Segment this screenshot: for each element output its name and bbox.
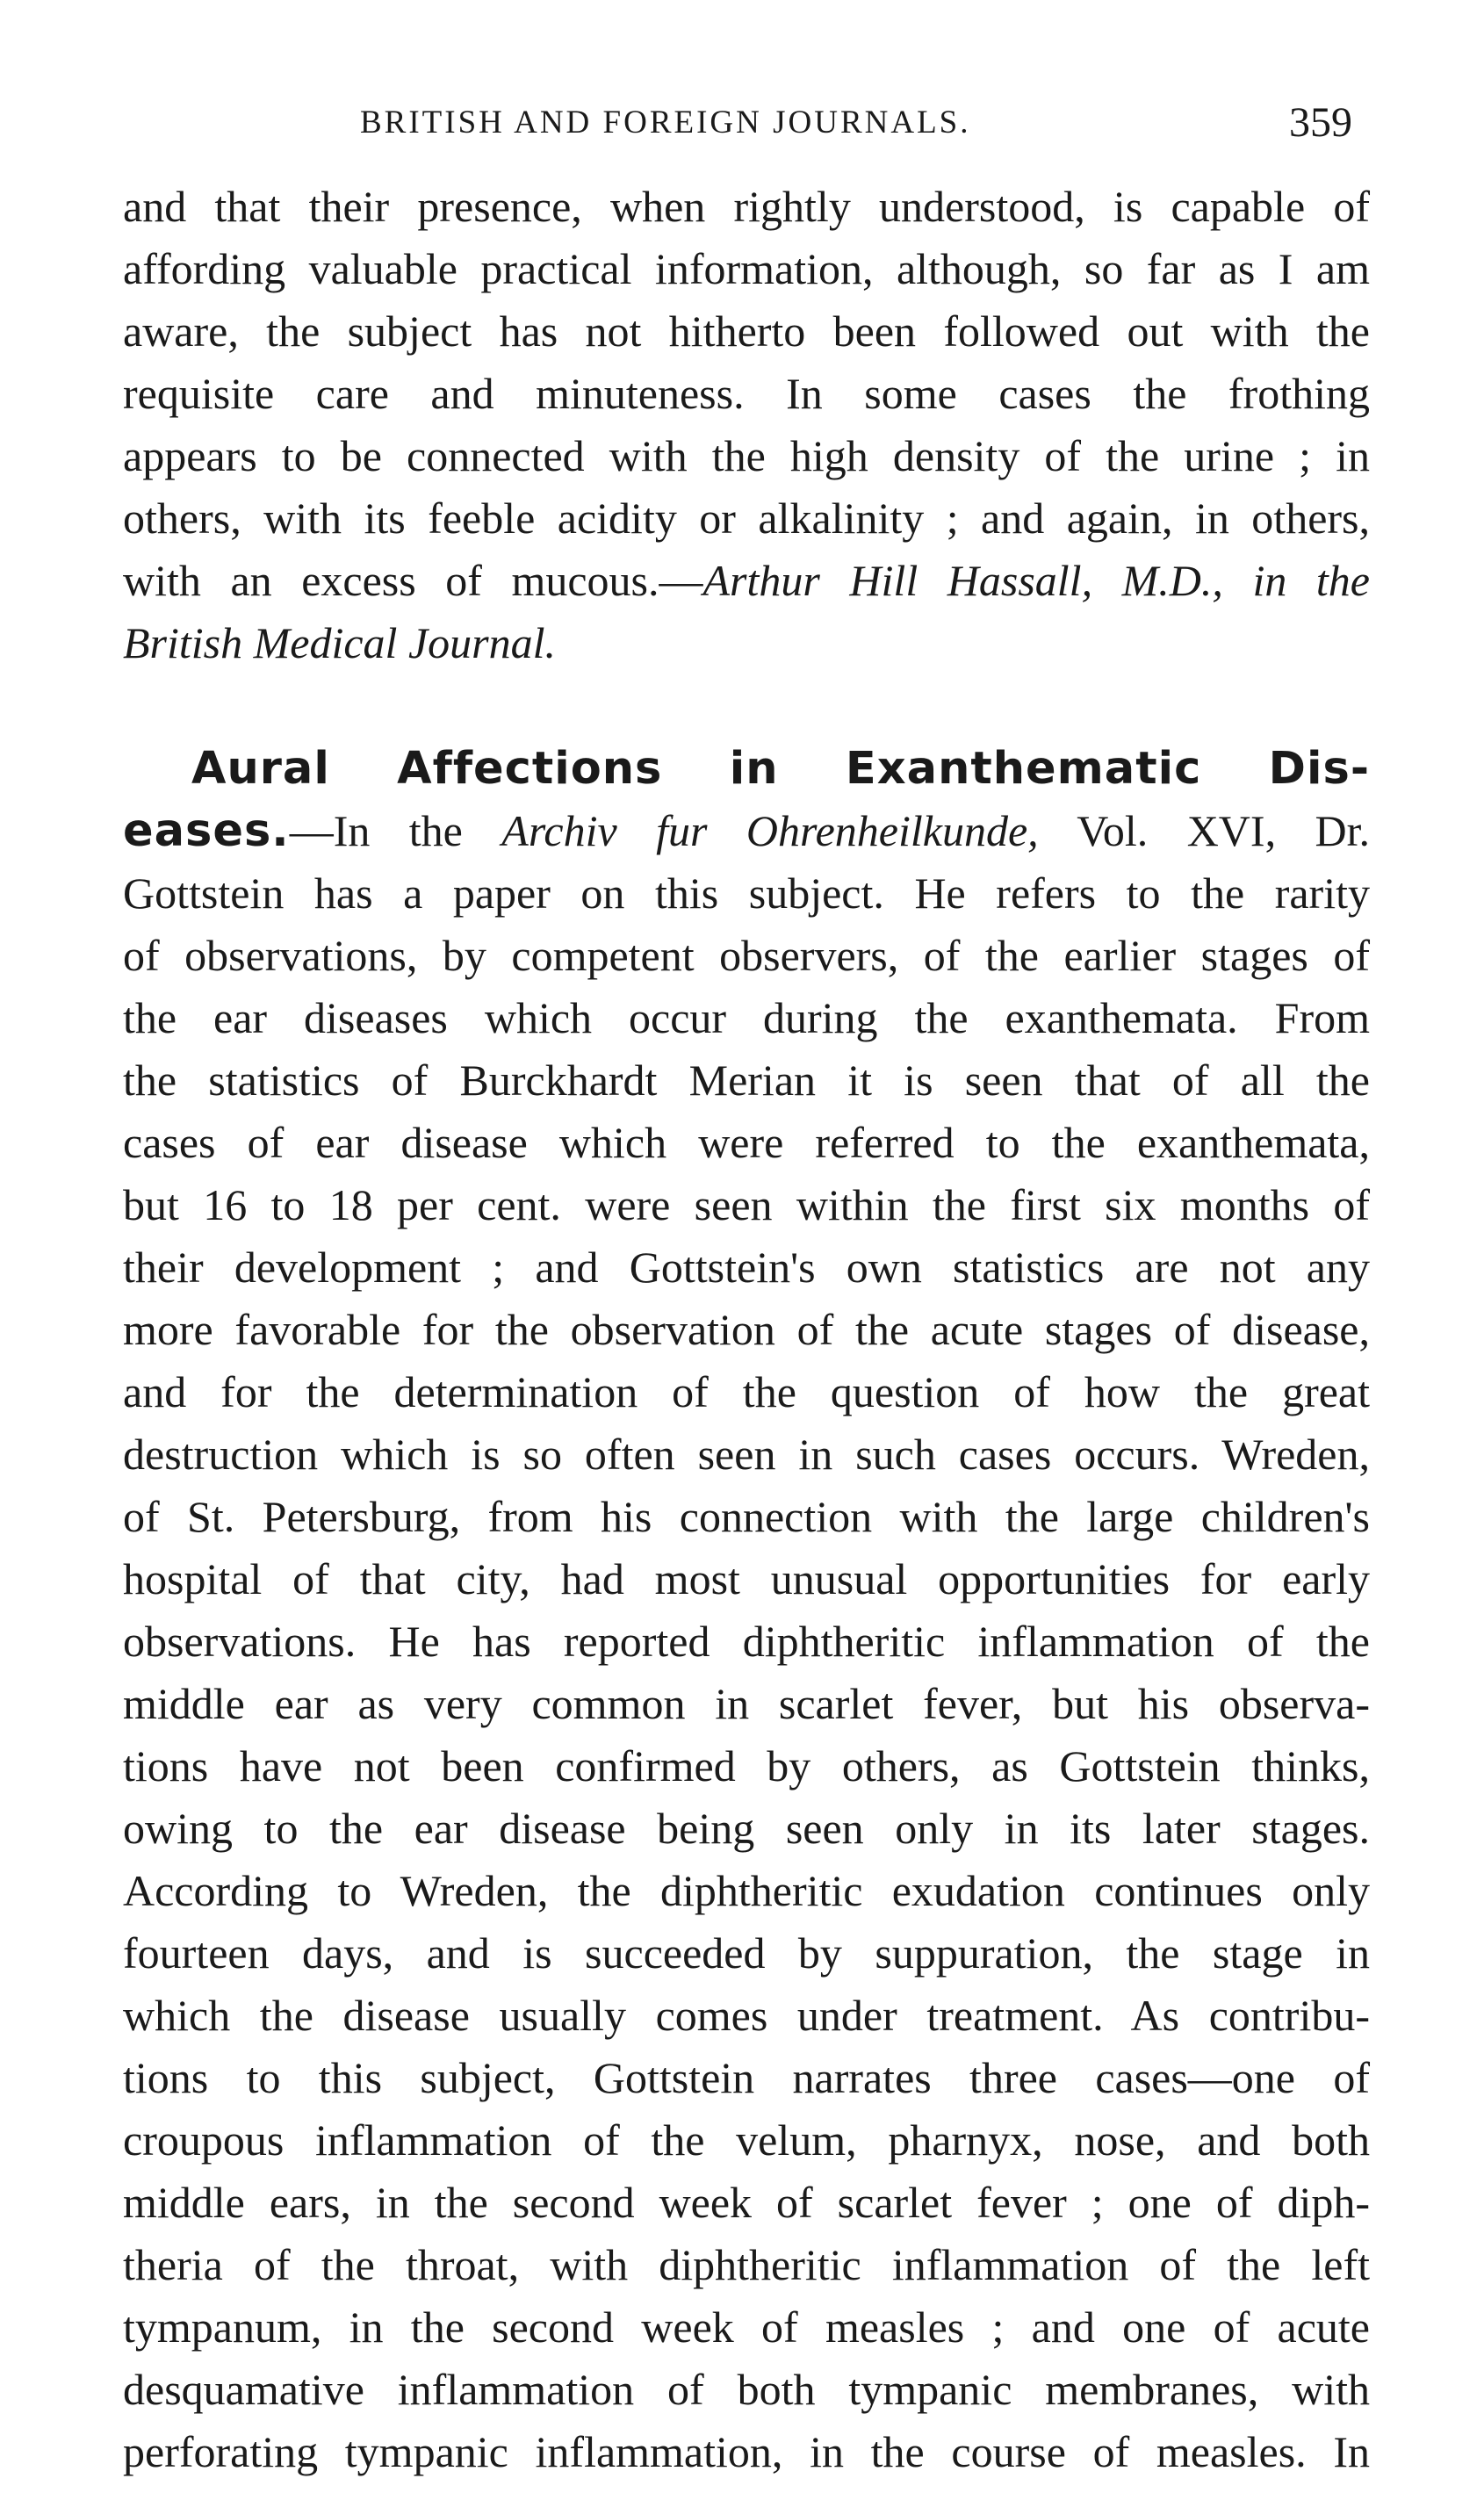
text-line: the statistics of Burckhardt Merian it is seen that of all the [123, 1056, 1370, 1105]
text-line: appears to be connected with the high density of the urine ; in [123, 431, 1370, 480]
text-line: but 16 to 18 per cent. were seen within the first six months of [123, 1180, 1370, 1229]
text-span: —In the [289, 806, 502, 855]
citation-author: Arthur Hill Hassall, M.D., in the [702, 556, 1370, 605]
text-line: tions have not been confirmed by others, as Gottstein thinks, [123, 1741, 1370, 1790]
article-heading [123, 738, 1370, 800]
text-line: affording valuable practical information, although, so far as I am [123, 244, 1370, 293]
running-title: BRITISH AND FOREIGN JOURNALS. [360, 104, 971, 141]
text-line: middle ears, in the second week of scarlet fever ; one of diph- [123, 2178, 1370, 2227]
text-span: Vol. XVI, Dr. [1038, 806, 1370, 855]
text-line: more favorable for the observation of the acute stages of disease, [123, 1305, 1370, 1354]
text-column [123, 176, 1370, 2483]
text-line: of St. Petersburg, from his connection with the large children's [123, 1492, 1370, 1541]
text-line: owing to the ear disease being seen only in its later stages. [123, 1804, 1370, 1853]
text-line: and that their presence, when rightly understood, is capable of [123, 182, 1370, 231]
text-span: with an excess of mucous.— [123, 556, 703, 605]
text-line: tions to this subject, Gottstein narrates three cases—one of [123, 2053, 1370, 2102]
text-line: their development ; and Gottstein's own statistics are not any [123, 1243, 1370, 1292]
text-line: observations. He has reported diphtheritic inflammation of the [123, 1617, 1370, 1666]
text-line: hospital of that city, had most unusual opportunities for early [123, 1554, 1370, 1603]
citation-journal: British Medical Journal. [123, 618, 556, 667]
text-line: Gottstein has a paper on this subject. He refers to the rarity [123, 868, 1370, 918]
text-line: and for the determination of the question of how the great [123, 1367, 1370, 1416]
text-line: theria of the throat, with diphtheritic inflammation of the left [123, 2240, 1370, 2289]
heading-text: eases. [123, 805, 290, 857]
text-line: croupous inflammation of the velum, pharnyx, nose, and both [123, 2115, 1370, 2165]
text-line: fourteen days, and is succeeded by suppuration, the stage in [123, 1928, 1370, 1978]
text-line: desquamative inflammation of both tympanic membranes, with [123, 2365, 1370, 2414]
running-header [123, 97, 1352, 149]
text-line: others, with its feeble acidity or alkalinity ; and again, in others, [123, 494, 1370, 543]
text-line [123, 612, 1370, 674]
text-line: aware, the subject has not hitherto been followed out with the [123, 306, 1370, 356]
text-line: destruction which is so often seen in such cases occurs. Wreden, [123, 1430, 1370, 1479]
text-line [123, 800, 1370, 862]
section-gap [123, 674, 1370, 738]
text-line: tympanum, in the second week of measles ; and one of acute [123, 2302, 1370, 2352]
text-line: of observations, by competent observers, of the earlier stages of [123, 931, 1370, 980]
text-line: the ear diseases which occur during the exanthemata. From [123, 993, 1370, 1042]
journal-title: Archiv fur Ohrenheilkunde, [501, 806, 1039, 855]
text-line: perforating tympanic inflammation, in the course of measles. In [123, 2427, 1370, 2476]
text-line: requisite care and minuteness. In some cases the frothing [123, 369, 1370, 418]
text-line: According to Wreden, the diphtheritic exudation continues only [123, 1866, 1370, 1915]
text-line: cases of ear disease which were referred to the exanthemata, [123, 1118, 1370, 1167]
heading-text: Aural Affections in Exanthematic Dis- [191, 743, 1370, 795]
text-line: middle ear as very common in scarlet fever, but his observa- [123, 1679, 1370, 1728]
text-line [123, 550, 1370, 612]
page-number: 359 [1289, 99, 1352, 146]
text-line: which the disease usually comes under treatment. As contribu- [123, 1991, 1370, 2040]
